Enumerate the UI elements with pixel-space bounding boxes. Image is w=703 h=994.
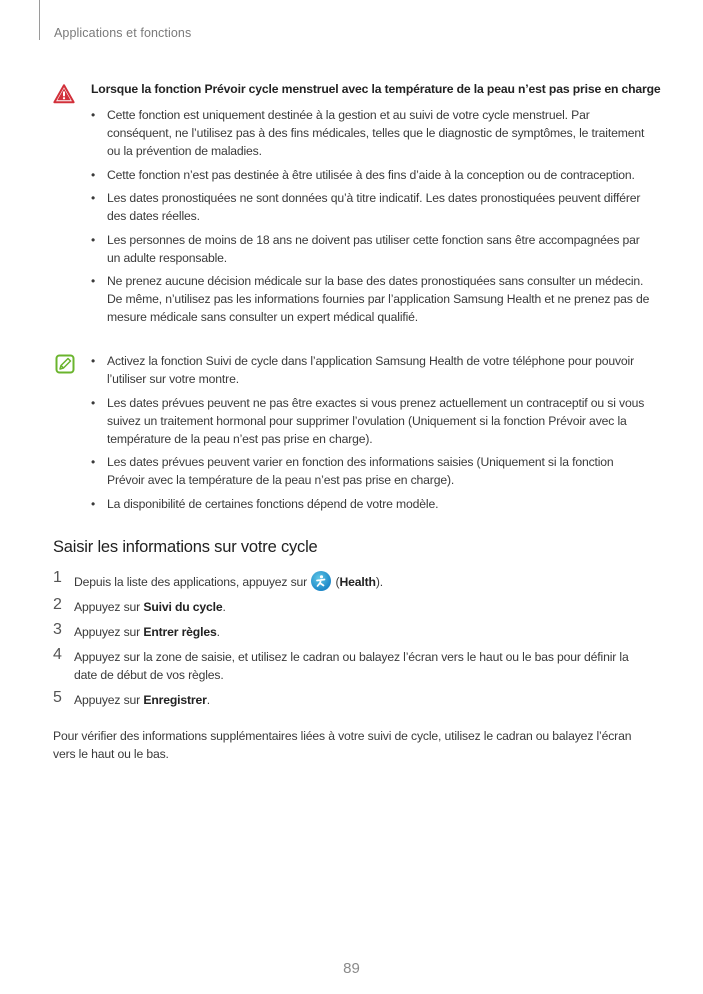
samsung-health-icon <box>311 571 331 591</box>
bullet: • <box>91 191 96 205</box>
warning-title: Lorsque la fonction Prévoir cycle menstruel avec la température de la peau n’est pas prise en charge <box>91 82 661 96</box>
step-item: 5 Appuyez sur Enregistrer. <box>53 689 210 707</box>
step-number: 4 <box>53 646 62 663</box>
body-paragraph: Pour vérifier des informations supplémentaires liées à votre suivi de cycle, utilisez le cadran ou balayez l’écran vers le haut ou le bas. <box>53 729 632 761</box>
page-number: 89 <box>343 960 360 977</box>
bullet: • <box>91 496 96 511</box>
list-item: • Ne prenez aucune décision médicale sur la base des dates pronostiquées sans consulter un médecin. De même, n’utilisez pas les informations fournies par l’application Samsung Health et ne prenez pas de mesure médicale sans consulter un expert médical qualifié. <box>91 274 650 324</box>
chapter-title: Applications et fonctions <box>54 26 192 40</box>
step-item: 2 Appuyez sur Suivi du cycle. <box>53 596 226 614</box>
list-item: • Cette fonction n’est pas destinée à être utilisée à des fins d’aide à la conception ou de contraception. <box>91 167 635 182</box>
step-number: 1 <box>53 569 62 586</box>
list-item: • Les dates prévues peuvent ne pas être exactes si vous prenez actuellement un contraceptif ou si vous suivez un traitement hormonal pour supprimer l’ovulation (Uniquement si la fonction Prévoir avec la température de la peau n’est pas prise en charge). <box>91 395 645 446</box>
list-item: • Cette fonction est uniquement destinée à la gestion et au suivi de votre cycle menstruel. Par conséquent, ne l’utilisez pas à des fins médicales, telles que le diagnostic de symptômes, le traitement ou la prévention de maladies. <box>91 108 645 158</box>
list-item: • Activez la fonction Suivi de cycle dans l’application Samsung Health de votre téléphone pour pouvoir l’utiliser sur votre montre. <box>91 354 634 386</box>
section-heading: Saisir les informations sur votre cycle <box>53 538 318 556</box>
list-item: • Les dates prévues peuvent varier en fonction des informations saisies (Uniquement si la fonction Prévoir avec la température de la peau n’est pas prise en charge). <box>91 455 614 487</box>
step-number: 3 <box>53 621 62 638</box>
step-number: 5 <box>53 689 62 706</box>
bullet: • <box>91 167 96 182</box>
step-item: 4 Appuyez sur la zone de saisie, et utilisez le cadran ou balayez l’écran vers le haut ou le bas pour définir la date de début de vos règles. <box>53 646 629 682</box>
step-number: 2 <box>53 596 62 613</box>
list-item: • La disponibilité de certaines fonctions dépend de votre modèle. <box>91 496 439 511</box>
bullet: • <box>91 232 96 247</box>
step-item: 1 Depuis la liste des applications, appuyez sur (Health). <box>53 569 383 589</box>
bullet: • <box>91 354 96 368</box>
bullet: • <box>91 108 96 122</box>
note-list <box>91 352 651 518</box>
list-item: • Les dates pronostiquées ne sont données qu’à titre indicatif. Les dates pronostiquées peuvent différer des dates réelles. <box>91 191 641 223</box>
list-item: • Les personnes de moins de 18 ans ne doivent pas utiliser cette fonction sans être accompagnées par un adulte responsable. <box>91 232 640 265</box>
step-item: 3 Appuyez sur Entrer règles. <box>53 621 220 639</box>
bullet: • <box>91 274 96 288</box>
header-divider <box>39 0 40 40</box>
warning-list <box>91 106 651 332</box>
bullet: • <box>91 455 96 469</box>
bullet: • <box>91 395 96 410</box>
steps-list <box>53 571 653 716</box>
note-pencil-icon <box>55 354 75 374</box>
warning-triangle-icon <box>53 83 75 105</box>
